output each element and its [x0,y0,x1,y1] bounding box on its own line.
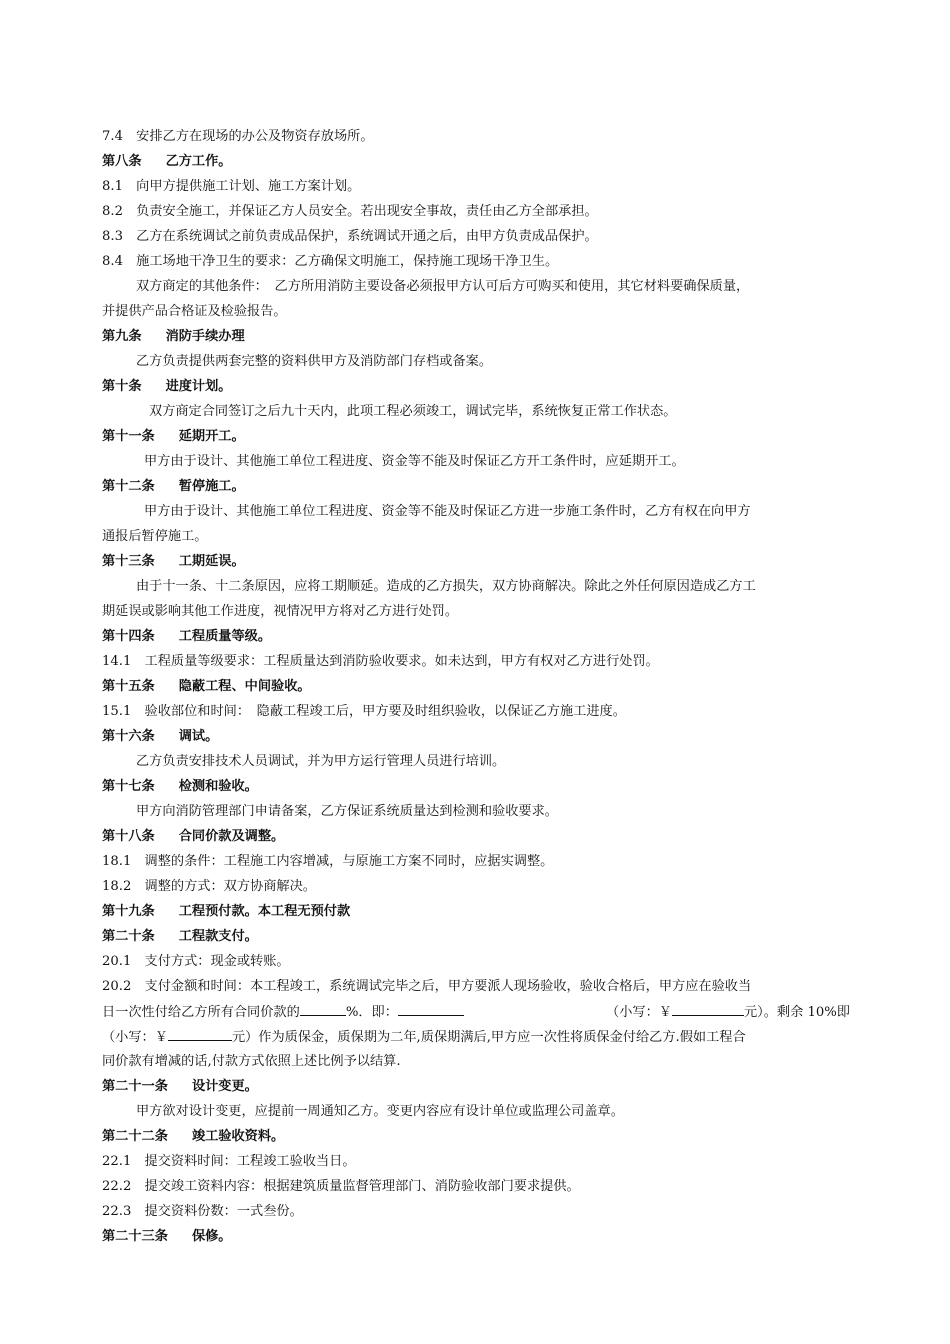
article-19-heading [102,903,350,921]
article-title: 合同价款及调整。 [178,829,285,844]
clause-8-3: 8.3 乙方在系统调试之前负责成品保护，系统调试开通之后，由甲方负责成品保护。 [102,229,598,244]
article-title: 暂停施工。 [178,479,245,494]
article-number: 第八条 [102,154,142,169]
article-10-heading [102,378,232,396]
other-conditions-line: 双方商定的其他条件： 乙方所用消防主要设备必须报甲方认可后方可购买和使用，其它材料要确保质量， [136,279,750,294]
article-number: 第二十三条 [102,1229,168,1244]
article-number: 第十三条 [102,554,155,569]
payment-text-2: （小写：￥ 元）。剩余 10%即 [606,1005,850,1020]
clause-15-1: 15.1 验收部位和时间： 隐蔽工程竣工后，甲方要及时组织验收，以保证乙方施工进度。 [102,704,626,719]
article-number: 第十四条 [102,629,155,644]
article-12-body: 甲方由于设计、其他施工单位工程进度、资金等不能及时保证乙方进一步施工条件时，乙方有权在向甲方 [144,504,751,519]
percent-blank[interactable] [300,1003,346,1016]
article-16-body: 乙方负责安排技术人员调试，并为甲方运行管理人员进行培训。 [136,754,506,769]
clause-20-1: 20.1 支付方式：现金或转账。 [102,954,290,969]
article-title: 延期开工。 [178,429,245,444]
article-17-heading [102,778,258,796]
article-number: 第十九条 [102,904,155,919]
article-9-body: 乙方负责提供两套完整的资料供甲方及消防部门存档或备案。 [136,354,493,369]
article-12-heading [102,478,245,496]
clause-22-1: 22.1 提交资料时间：工程竣工验收当日。 [102,1154,356,1169]
article-title: 检测和验收。 [178,779,258,794]
article-title: 工期延误。 [178,554,245,569]
clause-22-2: 22.2 提交竣工资料内容：根据建筑质量监督管理部门、消防验收部门要求提供。 [102,1179,580,1194]
article-number: 第二十条 [102,929,155,944]
clause-8-2: 8.2 负责安全施工，并保证乙方人员安全。若出现安全事故，责任由乙方全部承担。 [102,204,598,219]
clause-18-1: 18.1 调整的条件：工程施工内容增减，与原施工方案不同时，应据实调整。 [102,854,554,869]
clause-20-2: 20.2 支付金额和时间：本工程竣工，系统调试完毕之后，甲方要派人现场验收，验收合格后，甲方应在验收当 [102,979,752,994]
article-16-heading [102,728,218,746]
article-number: 第十七条 [102,779,155,794]
article-21-body: 甲方欲对设计变更，应提前一周通知乙方。变更内容应有设计单位或监理公司盖章。 [136,1104,624,1119]
article-22-heading [102,1128,284,1146]
article-title: 竣工验收资料。 [191,1129,285,1144]
clause-7-4: 7.4 安排乙方在现场的办公及物资存放场所。 [102,129,374,144]
article-23-heading [102,1228,232,1246]
article-11-body: 甲方由于设计、其他施工单位工程进度、资金等不能及时保证乙方开工条件时，应延期开工。 [144,454,685,469]
article-number: 第十五条 [102,679,155,694]
article-title: 调试。 [178,729,219,744]
article-title: 保修。 [191,1229,232,1244]
article-title: 工程款支付。 [178,929,258,944]
article-10-body: 双方商定合同签订之后九十天内，此项工程必须竣工，调试完毕，系统恢复正常工作状态。 [149,404,677,419]
article-number: 第十条 [102,379,142,394]
warranty-line: （小写：￥ 元）作为质保金，质保期为二年,质保期满后,甲方应一次性将质保金付给乙方.假如工程合 [102,1030,746,1045]
article-8-heading [102,153,232,171]
clause-8-1: 8.1 向甲方提供施工计划、施工方案计划。 [102,179,361,194]
clause-14-1: 14.1 工程质量等级要求：工程质量达到消防验收要求。如未达到，甲方有权对乙方进行处罚。 [102,654,659,669]
article-number: 第二十一条 [102,1079,168,1094]
article-18-heading [102,828,284,846]
article-9-heading [102,328,245,346]
article-number: 第十二条 [102,479,155,494]
clause-22-3: 22.3 提交资料份数：一式叁份。 [102,1204,303,1219]
article-title: 消防手续办理 [165,329,245,344]
article-13-body-cont: 期延误或影响其他工作进度，视情况甲方将对乙方进行处罚。 [102,604,459,619]
amount-blank[interactable] [398,1003,464,1016]
article-15-heading [102,678,311,696]
article-title: 工程质量等级。 [178,629,272,644]
article-21-heading [102,1078,258,1096]
clause-18-2: 18.2 调整的方式：双方协商解决。 [102,879,316,894]
article-title: 设计变更。 [191,1079,258,1094]
article-11-heading [102,428,245,446]
article-title: 隐蔽工程、中间验收。 [178,679,311,694]
article-12-body-cont: 通报后暂停施工。 [102,529,208,544]
article-17-body: 甲方向消防管理部门申请备案，乙方保证系统质量达到检测和验收要求。 [136,804,558,819]
payment-amount-line [102,1003,850,1022]
article-14-heading [102,628,271,646]
article-number: 第十八条 [102,829,155,844]
article-number: 第九条 [102,329,142,344]
article-title: 进度计划。 [165,379,232,394]
article-13-heading [102,553,245,571]
article-number: 第二十二条 [102,1129,168,1144]
clause-8-4: 8.4 施工场地干净卫生的要求：乙方确保文明施工，保持施工现场干净卫生。 [102,254,559,269]
article-title: 乙方工作。 [165,154,232,169]
article-title: 工程预付款。本工程无预付款 [178,904,351,919]
warranty-line-cont: 同价款有增减的话,付款方式依照上述比例予以结算. [102,1054,401,1069]
article-13-body: 由于十一条、十二条原因，应将工期顺延。造成的乙方损失，双方协商解决。除此之外任何原因造成乙方工 [136,579,756,594]
article-number: 第十一条 [102,429,155,444]
article-20-heading [102,928,258,946]
warranty-amount-blank[interactable] [168,1028,232,1041]
article-number: 第十六条 [102,729,155,744]
other-conditions-cont: 并提供产品合格证及检验报告。 [102,304,287,319]
amount-small-blank[interactable] [672,1003,744,1016]
payment-text-1: 日一次性付给乙方所有合同价款的 %．即： [102,1003,464,1022]
